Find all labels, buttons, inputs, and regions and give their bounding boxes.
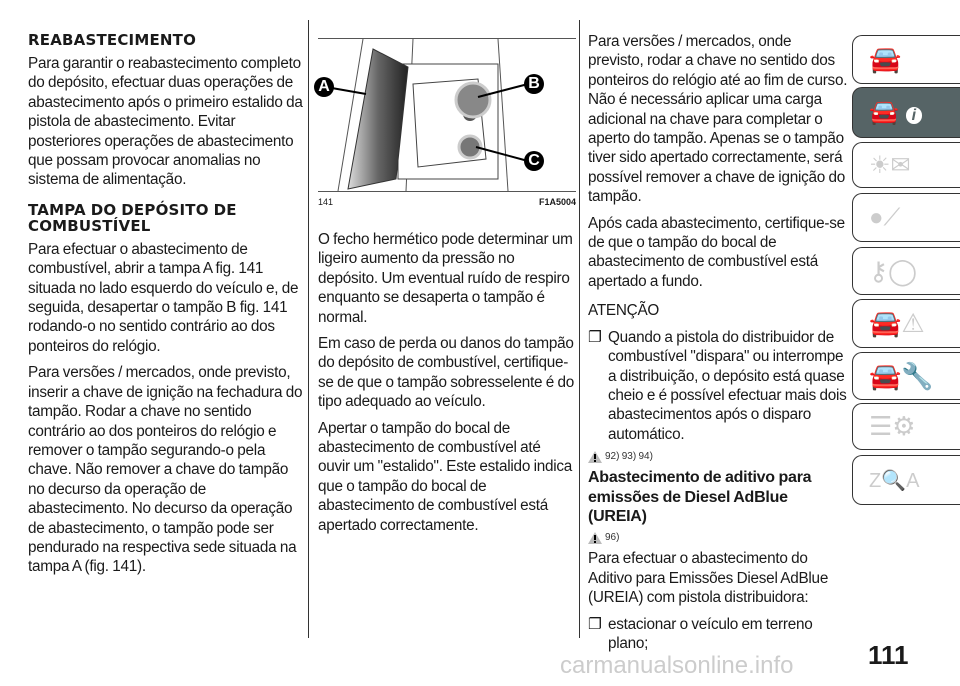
bullet-item	[588, 615, 850, 654]
alphabet-search-icon: Z🔍A	[869, 469, 920, 492]
figure-caption	[318, 197, 576, 207]
tab-maintenance[interactable]	[852, 352, 960, 400]
label-c: C	[524, 151, 544, 171]
paragraph: Para efectuar o abastecimento do Aditivo para Emissões Diesel AdBlue (UREIA) com pistola distribuidora:	[588, 550, 829, 607]
tab-starting-driving[interactable]	[852, 247, 960, 295]
tab-car-search[interactable]	[852, 35, 960, 84]
watermark: carmanualsonline.info	[560, 652, 794, 679]
label-a: A	[314, 77, 334, 97]
page-number: 111	[868, 640, 909, 670]
paragraph: Para garantir o reabastecimento completo do depósito, efectuar duas operações de abastecimento após o primeiro estalido da pistola de abastecimento. Evitar posteriores operações de abastecimento que possam provocar anomalias no sistema de alimentação.	[28, 55, 303, 189]
warning-refs: 96)	[605, 532, 620, 544]
paragraph: Para versões / mercados, onde previsto, rodar a chave no sentido dos ponteiros do relógio até ao fim de curso. Não é necessário aplicar uma carga adicional na chave para completar o aperto do tampão. Apenas se o tampão tiver sido apertado correctamente, será possível remover a chave de ignição do tampão.	[588, 33, 848, 206]
column-divider	[308, 20, 309, 638]
paragraph: Após cada abastecimento, certifique-se de que o tampão do bocal de abastecimento de combustível está apertado a fundo.	[588, 214, 845, 290]
car-wrench-icon: 🚘🔧	[869, 360, 934, 391]
heading-tampa: TAMPA DO DEPÓSITO DE COMBUSTÍVEL	[28, 200, 237, 235]
warning-reference	[588, 532, 850, 544]
key-steering-wheel-icon: ⚷◯	[869, 255, 918, 286]
tab-warning-lights[interactable]	[852, 142, 960, 188]
warning-reference	[588, 451, 850, 463]
column-divider	[579, 20, 580, 638]
seat-airbag-icon: ●⟋	[869, 203, 901, 231]
paragraph: Apertar o tampão do bocal de abastecimento de combustível até ouvir um "estalido". Este estalido indica que o tampão do bocal de abastecimento de combustível está apertado correctamente.	[318, 419, 573, 534]
figure-number: 141	[318, 197, 334, 207]
bullet-text: Quando a pistola do distribuidor de combustível "dispara" ou interrompe a distribuição, o depósito está quase cheio e é possível efectuar mais dois abastecimentos após o disparo automático.	[608, 328, 847, 443]
bullet-text: estacionar o veículo em terreno plano;	[608, 615, 813, 652]
car-search-icon: 🚘	[869, 44, 902, 74]
column-3	[588, 32, 850, 660]
list-gears-icon: ☰⚙	[869, 411, 916, 441]
car-info-icon: 🚘 i	[869, 98, 922, 127]
paragraph: Em caso de perda ou danos do tampão do depósito de combustível, certifique-se de que o tampão sobresselente é do tipo adequado ao veículo.	[318, 335, 574, 411]
paragraph: O fecho hermético pode determinar um ligeiro aumento da pressão no depósito. Um eventual ruído de respiro enquanto se desaperta o tampão é normal.	[318, 231, 573, 326]
figure-code: F1A5004	[538, 197, 576, 207]
heading-adblue: Abastecimento de aditivo para emissões de Diesel AdBlue (UREIA)	[588, 469, 812, 525]
tab-car-info[interactable]	[852, 87, 960, 138]
warning-triangle-icon	[588, 532, 602, 544]
figure-fuel-cap	[318, 38, 576, 192]
checkbox-bullet-icon: ❐	[588, 615, 602, 633]
tab-index[interactable]	[852, 455, 960, 505]
warning-refs: 92) 93) 94)	[605, 451, 653, 463]
heading-reabastecimento: REABASTECIMENTO	[28, 31, 197, 49]
warning-light-envelope-icon: ☀✉	[869, 151, 911, 179]
tab-safety[interactable]	[852, 193, 960, 242]
bullet-item	[588, 328, 850, 444]
car-warning-triangle-icon: 🚘⚠	[869, 308, 925, 338]
paragraph: Para efectuar o abastecimento de combustível, abrir a tampa A fig. 141 situada no lado esquerdo do veículo e, de seguida, desapertar o tampão B fig. 141 rodando-o no sentido contrário ao dos ponteiros do relógio.	[28, 240, 299, 355]
column-2	[318, 230, 576, 542]
column-1	[28, 30, 306, 584]
warning-triangle-icon	[588, 451, 602, 463]
label-b: B	[524, 74, 544, 94]
tab-technical-data[interactable]	[852, 403, 960, 450]
attention-label: ATENÇÃO	[588, 302, 660, 320]
paragraph: Para versões / mercados, onde previsto, inserir a chave de ignição na fechadura do tampão. Rodar a chave no sentido contrário ao dos ponteiros do relógio e remover o tampão segurando-o pela chave. Não remover a chave do tampão no decurso da operação de abastecimento. No decurso da operação de abastecimento, o tampão pode ser pendurado na respectiva sede situada na tampa A (fig. 141).	[28, 364, 303, 576]
cap-b	[456, 83, 490, 117]
checkbox-bullet-icon: ❐	[588, 328, 602, 346]
tab-emergency[interactable]	[852, 299, 960, 348]
